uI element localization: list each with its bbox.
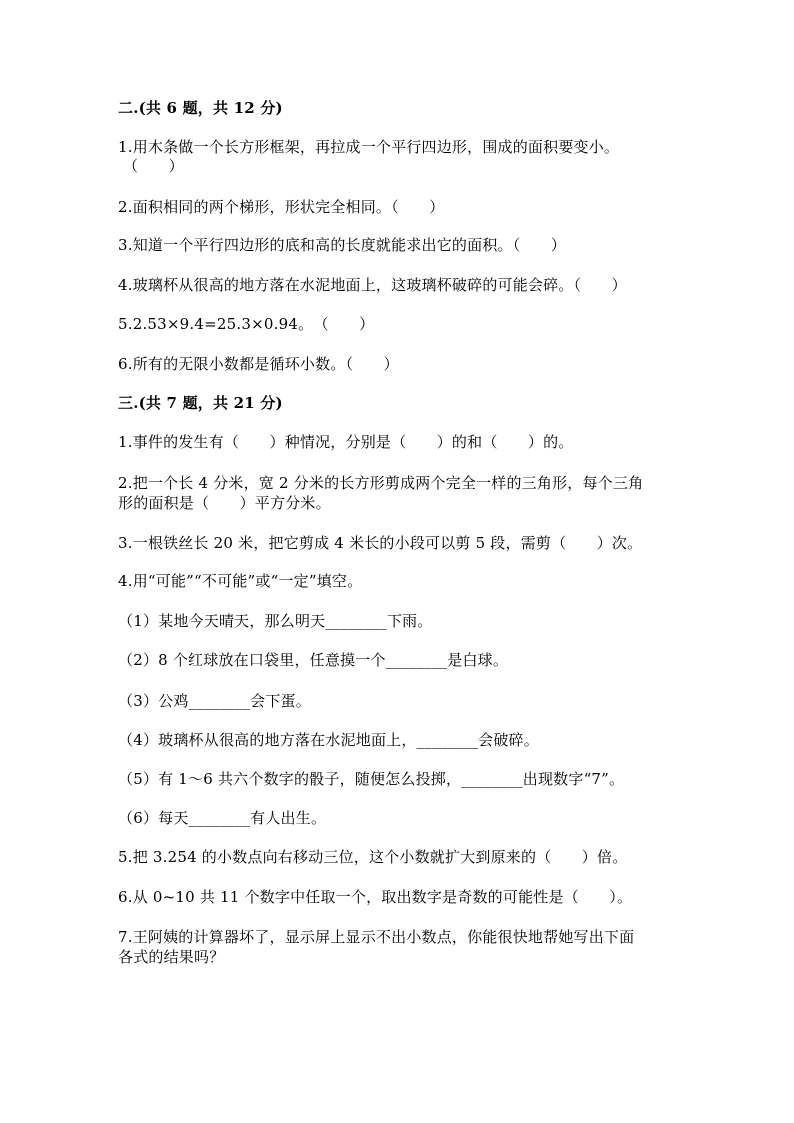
s3-question-3: 3.一根铁丝长 20 米，把它剪成 4 米长的小段可以剪 5 段，需剪（ ）次。	[118, 534, 643, 552]
s3-question-4-stem: 4.用“可能”“不可能”或“一定”填空。	[118, 572, 363, 590]
s2-question-6: 6.所有的无限小数都是循环小数。（ ）	[118, 355, 399, 373]
s3-question-5: 5.把 3.254 的小数点向右移动三位，这个小数就扩大到原来的（ ）倍。	[118, 848, 628, 866]
s3-question-4-item: （3）公鸡________会下蛋。	[118, 692, 311, 710]
section-3-heading: 三.(共 7 题，共 21 分)	[118, 394, 283, 412]
section-2-heading: 二.(共 6 题，共 12 分)	[118, 99, 283, 117]
s3-question-4-item: （2）8 个红球放在口袋里，任意摸一个________是白球。	[118, 651, 509, 669]
s2-question-1-line-2: （ ）	[123, 157, 184, 175]
s3-question-6: 6.从 0~10 共 11 个数字中任取一个，取出数字是奇数的可能性是（ ）。	[118, 888, 633, 906]
s3-question-4-item: （5）有 1～6 共六个数字的骰子，随便怎么投掷，________出现数字“7”。	[118, 770, 625, 788]
s2-question-1-line-1: 1.用木条做一个长方形框架，再拉成一个平行四边形，围成的面积要变小。	[118, 138, 620, 156]
s2-question-2: 2.面积相同的两个梯形，形状完全相同。（ ）	[118, 198, 445, 216]
s3-question-2-line-1: 2.把一个长 4 分米，宽 2 分米的长方形剪成两个完全一样的三角形，每个三角	[118, 474, 644, 492]
s2-question-4: 4.玻璃杯从很高的地方落在水泥地面上，这玻璃杯破碎的可能会碎。（ ）	[118, 276, 627, 294]
s2-question-5: 5.2.53×9.4=25.3×0.94。 （ ）	[118, 315, 375, 333]
s3-question-7-line-1: 7.王阿姨的计算器坏了，显示屏上显示不出小数点，你能很快地帮她写出下面	[118, 928, 635, 946]
s3-question-4-item: （4）玻璃杯从很高的地方落在水泥地面上，________会破碎。	[118, 731, 539, 749]
s2-question-3: 3.知道一个平行四边形的底和高的长度就能求出它的面积。（ ）	[118, 236, 567, 254]
s3-question-7-line-2: 各式的结果吗？	[118, 948, 225, 966]
s3-question-4-item: （1）某地今天晴天，那么明天________下雨。	[118, 612, 433, 630]
s3-question-1: 1.事件的发生有（ ）种情况，分别是（ ）的和（ ）的。	[118, 433, 574, 451]
s3-question-2-line-2: 形的面积是（ ）平方分米。	[118, 494, 331, 512]
s3-question-4-item: （6）每天________有人出生。	[118, 809, 327, 827]
